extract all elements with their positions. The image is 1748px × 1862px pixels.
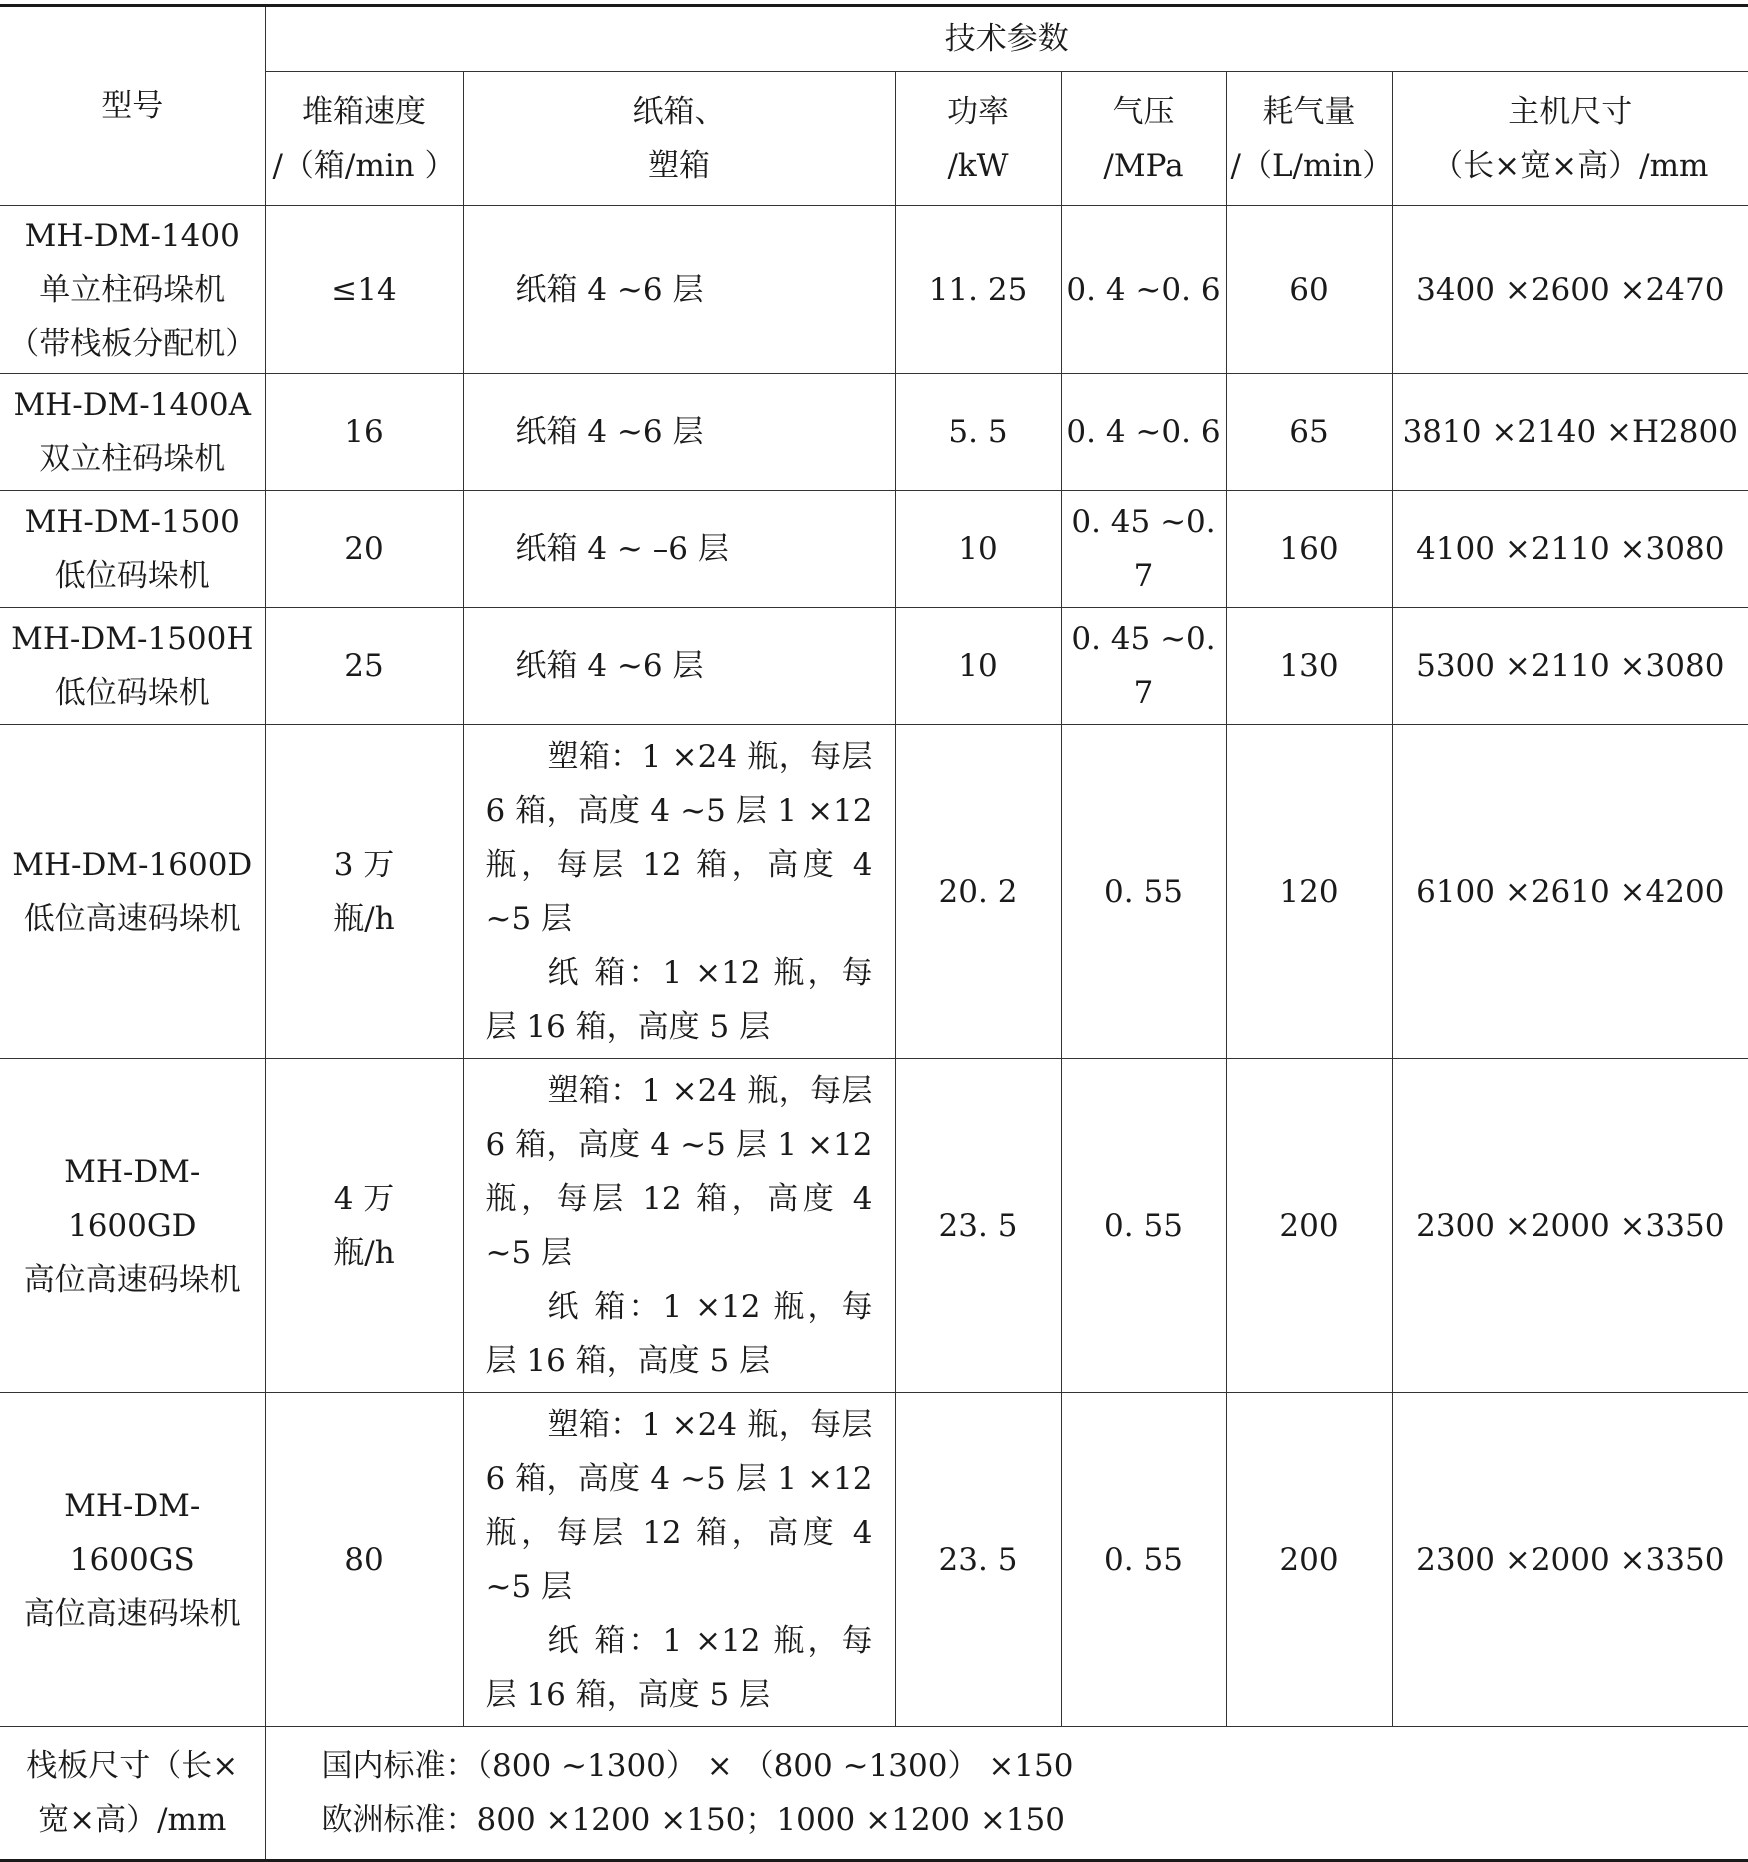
cell-speed	[265, 725, 463, 1059]
cell-speed	[265, 491, 463, 608]
cell-air-consumption: 120	[1226, 725, 1392, 1059]
cell-model	[0, 206, 265, 374]
cell-packing	[463, 1393, 895, 1727]
cell-packing-text: 纸箱 4 ~6 层	[515, 648, 704, 684]
header-air-consumption-line: 耗气量	[1262, 93, 1356, 130]
header-packing-line: 纸箱、	[632, 93, 726, 130]
cell-speed	[265, 206, 463, 374]
cell-speed	[265, 1393, 463, 1727]
cell-air-consumption: 160	[1226, 491, 1392, 608]
cell-packing-text: 纸箱 4 ~6 层	[515, 414, 704, 450]
header-air-consumption-line: /（L/min）	[1230, 147, 1394, 184]
cell-model-line: MH-DM-1400A	[13, 387, 252, 423]
cell-packing-paragraph: 纸 箱：1 ×12 瓶，每层 16 箱，高度 5 层	[485, 954, 873, 1045]
cell-model-line: MH-DM-1600D	[12, 846, 253, 883]
cell-speed-line: 瓶/h	[333, 900, 395, 937]
header-pressure-line: /MPa	[1103, 147, 1184, 184]
header-size-line: 主机尺寸	[1508, 93, 1633, 130]
cell-pressure: 0. 45 ~0. 7	[1061, 491, 1226, 608]
cell-air-consumption: 65	[1226, 374, 1392, 491]
spec-table	[0, 4, 1748, 1862]
header-pressure	[1061, 72, 1226, 206]
cell-speed	[265, 1059, 463, 1393]
cell-model-line: 低位高速码垛机	[23, 900, 241, 937]
cell-model-line: （带栈板分配机）	[8, 325, 257, 362]
cell-packing-paragraph: 纸 箱：1 ×12 瓶，每层 16 箱，高度 5 层	[485, 1622, 873, 1713]
cell-power: 11. 25	[895, 206, 1061, 374]
pallet-size-label-line: 宽×高）/mm	[38, 1802, 227, 1838]
cell-model	[0, 1059, 265, 1393]
cell-pressure: 0. 4 ~0. 6	[1061, 206, 1226, 374]
cell-packing	[463, 206, 895, 374]
header-speed-line: /（箱/min ）	[272, 147, 456, 184]
header-packing	[463, 72, 895, 206]
cell-model-line: 低位码垛机	[54, 558, 210, 594]
cell-packing-text: 纸箱 4 ~ –6 层	[515, 531, 729, 567]
cell-model	[0, 374, 265, 491]
header-row-group	[0, 6, 1748, 72]
cell-packing-text: 纸箱 4 ~6 层	[515, 271, 704, 308]
header-packing-line: 塑箱	[648, 147, 710, 184]
header-speed	[265, 72, 463, 206]
cell-pressure: 0. 55	[1061, 1059, 1226, 1393]
cell-pressure: 0. 55	[1061, 725, 1226, 1059]
cell-power: 23. 5	[895, 1393, 1061, 1727]
cell-pressure: 0. 45 ~0. 7	[1061, 608, 1226, 725]
pallet-size-value-line: 欧洲标准：800 ×1200 ×150；1000 ×1200 ×150	[321, 1802, 1065, 1838]
table-row	[0, 725, 1748, 1059]
cell-model-line: 低位码垛机	[54, 675, 210, 711]
cell-packing-paragraph: 塑箱：1 ×24 瓶，每层 6 箱，高度 4 ~5 层 1 ×12 瓶，每层 12 箱，高度 4 ~5 层	[485, 738, 873, 937]
cell-speed-line: 瓶/h	[333, 1234, 395, 1271]
header-air-consumption	[1226, 72, 1392, 206]
cell-power: 23. 5	[895, 1059, 1061, 1393]
cell-model	[0, 491, 265, 608]
header-speed-line: 堆箱速度	[302, 93, 426, 130]
header-power-line: /kW	[947, 147, 1009, 184]
header-power-line: 功率	[947, 93, 1009, 130]
header-size	[1392, 72, 1748, 206]
pallet-size-value-line: 国内标准：（800 ~1300） × （800 ~1300） ×150	[321, 1748, 1074, 1784]
cell-speed-line: 16	[344, 414, 384, 450]
cell-size: 3400 ×2600 ×2470	[1392, 206, 1748, 374]
cell-packing	[463, 1059, 895, 1393]
cell-speed-line: 80	[344, 1541, 384, 1578]
table-row	[0, 608, 1748, 725]
header-size-line: （长×宽×高）/mm	[1432, 147, 1709, 184]
cell-packing-paragraph: 塑箱：1 ×24 瓶，每层 6 箱，高度 4 ~5 层 1 ×12 瓶，每层 12 箱，高度 4 ~5 层	[485, 1072, 873, 1271]
cell-packing	[463, 374, 895, 491]
cell-model-line: 双立柱码垛机	[39, 441, 226, 477]
cell-air-consumption: 60	[1226, 206, 1392, 374]
header-pressure-line: 气压	[1112, 93, 1175, 130]
table-row	[0, 374, 1748, 491]
table-row	[0, 1393, 1748, 1727]
pallet-size-row	[0, 1727, 1748, 1861]
pallet-size-values	[265, 1727, 1748, 1861]
cell-size: 3810 ×2140 ×H2800	[1392, 374, 1748, 491]
header-model: 型号	[0, 6, 265, 206]
cell-model	[0, 608, 265, 725]
cell-power: 5. 5	[895, 374, 1061, 491]
header-power	[895, 72, 1061, 206]
cell-packing-paragraph: 纸 箱：1 ×12 瓶，每层 16 箱，高度 5 层	[485, 1288, 873, 1379]
cell-model-line: MH-DM-1400	[24, 217, 240, 254]
cell-size: 2300 ×2000 ×3350	[1392, 1059, 1748, 1393]
table-row	[0, 1059, 1748, 1393]
cell-model	[0, 725, 265, 1059]
cell-speed-line: 20	[344, 531, 384, 567]
cell-size: 4100 ×2110 ×3080	[1392, 491, 1748, 608]
cell-packing	[463, 491, 895, 608]
cell-pressure: 0. 4 ~0. 6	[1061, 374, 1226, 491]
pallet-size-label-line: 栈板尺寸（长×	[26, 1748, 239, 1784]
cell-speed-line: 4 万	[333, 1180, 395, 1217]
header-group-tech-params: 技术参数	[265, 6, 1748, 72]
cell-air-consumption: 130	[1226, 608, 1392, 725]
cell-air-consumption: 200	[1226, 1393, 1392, 1727]
cell-size: 2300 ×2000 ×3350	[1392, 1393, 1748, 1727]
cell-packing	[463, 725, 895, 1059]
cell-model-line: MH-DM-1500H	[11, 621, 254, 657]
cell-model-line: 高位高速码垛机	[23, 1595, 241, 1632]
cell-model-line: MH-DM-1600GD	[64, 1153, 201, 1244]
cell-model-line: 高位高速码垛机	[23, 1261, 241, 1298]
cell-model-line: 单立柱码垛机	[39, 271, 226, 308]
cell-power: 10	[895, 608, 1061, 725]
table-row	[0, 491, 1748, 608]
cell-speed-line: ≤14	[331, 271, 397, 308]
cell-power: 10	[895, 491, 1061, 608]
pallet-size-label	[0, 1727, 265, 1861]
cell-size: 6100 ×2610 ×4200	[1392, 725, 1748, 1059]
cell-packing-paragraph: 塑箱：1 ×24 瓶，每层 6 箱，高度 4 ~5 层 1 ×12 瓶，每层 12 箱，高度 4 ~5 层	[485, 1406, 873, 1605]
cell-speed	[265, 608, 463, 725]
cell-packing	[463, 608, 895, 725]
cell-pressure: 0. 55	[1061, 1393, 1226, 1727]
cell-power: 20. 2	[895, 725, 1061, 1059]
cell-model-line: MH-DM-1600GS	[64, 1487, 201, 1578]
cell-speed	[265, 374, 463, 491]
cell-speed-line: 3 万	[333, 846, 395, 883]
cell-air-consumption: 200	[1226, 1059, 1392, 1393]
cell-model	[0, 1393, 265, 1727]
cell-size: 5300 ×2110 ×3080	[1392, 608, 1748, 725]
cell-speed-line: 25	[344, 648, 384, 684]
table-row	[0, 206, 1748, 374]
cell-model-line: MH-DM-1500	[24, 504, 240, 540]
